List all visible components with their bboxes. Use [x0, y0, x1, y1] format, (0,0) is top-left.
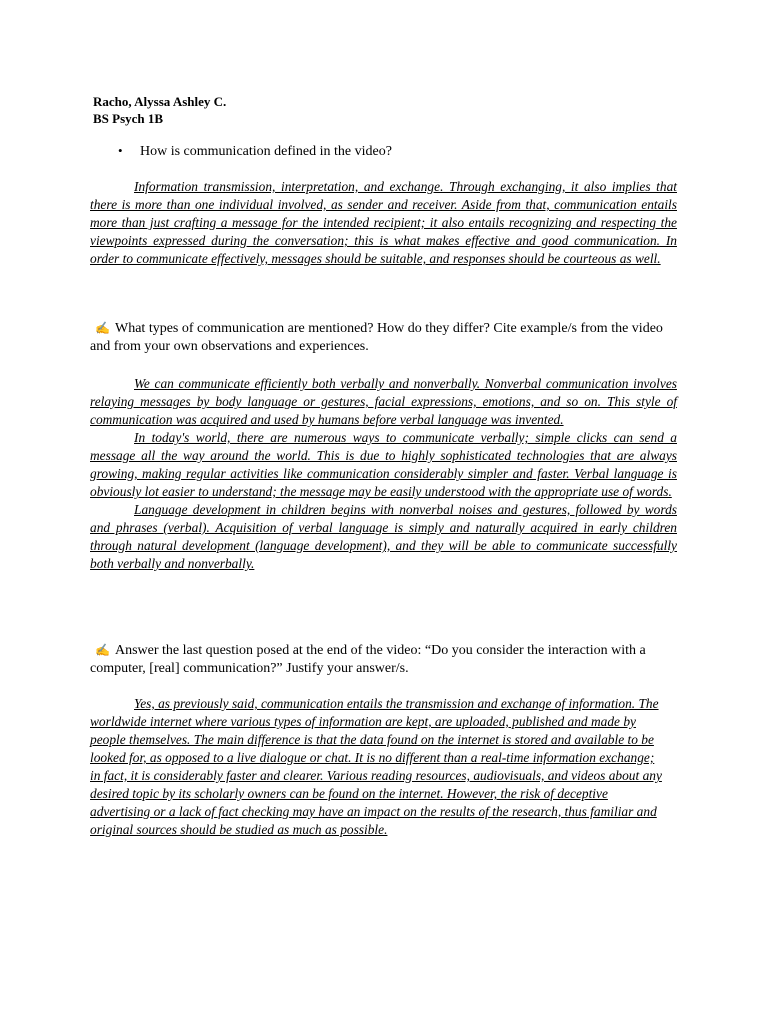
- answer-2-paragraph-1: We can communicate efficiently both verbally and nonverbally. Nonverbal communication involves relaying messages by body language or gestures, facial expressions, emotions, and so on. This style of communication was acquired and used by humans before verbal language was invented.: [90, 376, 677, 427]
- pencil-icon: ✍: [95, 321, 110, 335]
- question-1: How is communication defined in the video?: [140, 144, 392, 159]
- answer-2-paragraph-3: Language development in children begins with nonverbal noises and gestures, followed by words and phrases (verbal). Acquisition of verbal language is simply and naturally acquired in early children through natural development (language development), and they will be able to communicate successfully both verbally and nonverbally.: [90, 502, 677, 571]
- student-course: BS Psych 1B: [93, 111, 164, 126]
- answer-2: [90, 375, 677, 573]
- question-3: Answer the last question posed at the end of the video: “Do you consider the interaction with a computer, [real] communication?” Justify your answer/s.: [90, 643, 646, 676]
- question-2: What types of communication are mentioned? How do they differ? Cite example/s from the video and from your own observations and experiences.: [90, 321, 663, 354]
- answer-2-paragraph-2: In today's world, there are numerous ways to communicate verbally; simple clicks can send a message all the way around the world. This is due to highly sophisticated technologies that are always growing, making regular activities like communication considerably simpler and faster. Verbal language is obviously lot easier to understand; the message may be easily understood with the appropriate use of words.: [90, 430, 677, 499]
- bullet-icon: •: [118, 143, 123, 158]
- answer-1-paragraph-1: Information transmission, interpretation, and exchange. Through exchanging, it also implies that there is more than one individual involved, as sender and receiver. Aside from that, communication entails more than just crafting a message for the intended recipient; it also entails recognizing and respecting the viewpoints expressed during the conversation; this is what makes effective and good communication. In order to communicate effectively, messages should be suitable, and responses should be courteous as well.: [90, 179, 677, 266]
- student-name: Racho, Alyssa Ashley C.: [93, 94, 227, 109]
- pencil-icon: ✍: [95, 643, 110, 657]
- answer-3: Yes, as previously said, communication entails the transmission and exchange of information. The worldwide internet where various types of information are kept, are uploaded, published and made by people themselves. The main difference is that the data found on the internet is stored and available to be looked for, as opposed to a live dialogue or chat. It is no different than a real-time information exchange; in fact, it is considerably faster and clearer. Various reading resources, audiovisuals, and videos about any desired topic by its scholarly owners can be found on the internet. However, the risk of deceptive advertising or a lack of fact checking may have an impact on the results of the research, thus familiar and original sources should be studied as much as possible.: [90, 696, 662, 837]
- answer-1: [90, 178, 677, 268]
- student-header: [93, 93, 226, 127]
